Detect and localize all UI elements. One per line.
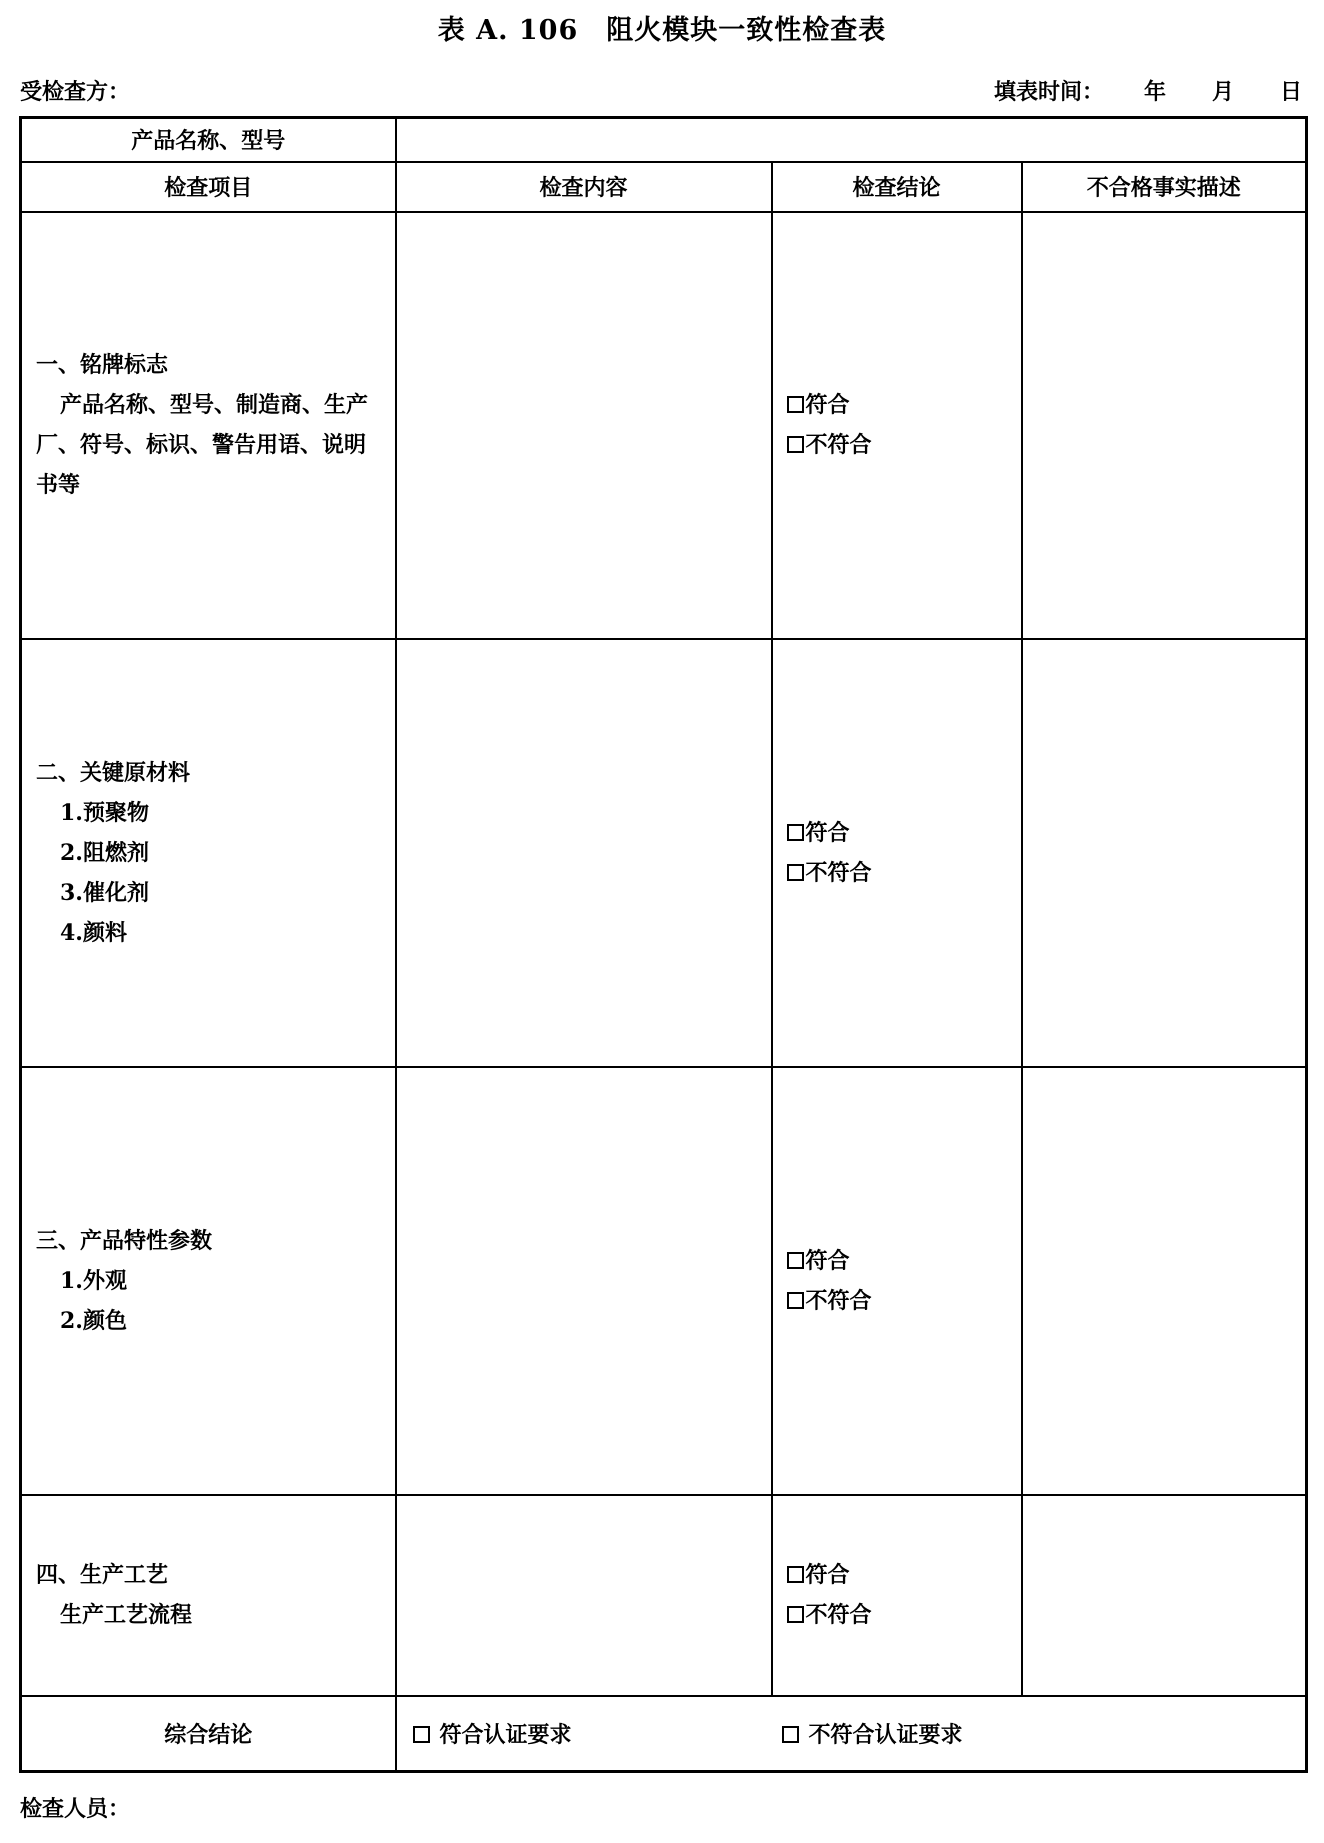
- conclusion-cell: [772, 212, 1022, 639]
- checkbox-icon[interactable]: [787, 436, 804, 453]
- conclusion-cell: [772, 639, 1022, 1067]
- header-conclusion: 检查结论: [772, 162, 1022, 212]
- checkbox-icon[interactable]: [787, 864, 804, 881]
- inspection-table: [19, 116, 1308, 1773]
- month-label: 月: [1211, 79, 1234, 105]
- item-materials: [21, 639, 396, 1067]
- option-label: 不符合: [805, 432, 872, 458]
- checkbox-icon[interactable]: [787, 824, 804, 841]
- document-title: [0, 8, 1324, 47]
- header-noncompliance: 不合格事实描述: [1022, 162, 1307, 212]
- noncompliance-cell[interactable]: [1022, 1495, 1307, 1696]
- option-label: 符合: [805, 1247, 850, 1274]
- table-row: [21, 1067, 1307, 1495]
- item-detail: 1.外观: [60, 1267, 127, 1294]
- item-process: [21, 1495, 396, 1696]
- option-label: 符合: [805, 392, 850, 418]
- header-row: [21, 162, 1307, 212]
- option-fail[interactable]: [787, 1595, 1021, 1635]
- option-fail[interactable]: [787, 425, 1021, 465]
- noncompliance-cell[interactable]: [1022, 639, 1307, 1067]
- item-heading: 四、生产工艺: [36, 1562, 169, 1588]
- item-heading: 一、铭牌标志: [36, 352, 169, 378]
- table-number: 表 A. 106: [437, 15, 579, 46]
- product-row: [21, 118, 1307, 162]
- conclusion-cell: [772, 1067, 1022, 1495]
- overall-pass-option[interactable]: [413, 1718, 572, 1749]
- checkbox-icon[interactable]: [787, 1292, 804, 1309]
- table-row: [21, 639, 1307, 1067]
- item-heading: 二、关键原材料: [36, 759, 191, 786]
- option-label: 不符合: [805, 859, 872, 886]
- item-detail: 2.颜色: [60, 1307, 127, 1334]
- checkbox-icon[interactable]: [787, 1252, 804, 1269]
- item-detail: 3.催化剂: [60, 879, 149, 906]
- fill-time-label: 填表时间：: [993, 79, 1104, 105]
- option-pass[interactable]: [787, 813, 1021, 853]
- option-label: 不符合: [805, 1602, 872, 1628]
- content-cell[interactable]: [396, 1495, 772, 1696]
- option-label: 不符合: [805, 1287, 872, 1314]
- overall-label: 综合结论: [21, 1696, 396, 1772]
- fill-time: [994, 75, 1302, 106]
- option-pass[interactable]: [787, 1555, 1021, 1595]
- option-fail[interactable]: [787, 1281, 1021, 1321]
- option-label: 符合: [805, 1562, 850, 1588]
- table-name: 阻火模块一致性检查表: [606, 15, 887, 46]
- noncompliance-cell[interactable]: [1022, 212, 1307, 639]
- option-pass[interactable]: [787, 1241, 1021, 1281]
- year-label: 年: [1143, 79, 1166, 105]
- checkbox-icon[interactable]: [787, 396, 804, 413]
- item-detail: 1.预聚物: [60, 799, 149, 826]
- item-detail: 2.阻燃剂: [60, 839, 149, 866]
- checkbox-icon[interactable]: [413, 1726, 430, 1743]
- overall-fail-label: 不符合认证要求: [808, 1721, 963, 1748]
- item-detail: 4.颜料: [60, 919, 127, 946]
- inspector-label: 检查人员：: [20, 1796, 131, 1822]
- header-item: 检查项目: [21, 162, 396, 212]
- content-cell[interactable]: [396, 212, 772, 639]
- checkbox-icon[interactable]: [787, 1566, 804, 1583]
- overall-fail-option[interactable]: [782, 1718, 963, 1749]
- item-detail: 产品名称、型号、制造商、生产厂、符号、标识、警告用语、说明书等: [36, 392, 369, 498]
- item-heading: 三、产品特性参数: [36, 1227, 213, 1254]
- overall-options: [396, 1696, 1307, 1772]
- item-detail: 生产工艺流程: [60, 1602, 193, 1628]
- checkbox-icon[interactable]: [787, 1606, 804, 1623]
- conclusion-cell: [772, 1495, 1022, 1696]
- noncompliance-cell[interactable]: [1022, 1067, 1307, 1495]
- header-content: 检查内容: [396, 162, 772, 212]
- item-nameplate: [21, 212, 396, 639]
- product-label: 产品名称、型号: [21, 118, 396, 162]
- product-value[interactable]: [396, 118, 1307, 162]
- inspected-party-label: 受检查方：: [20, 79, 131, 105]
- checkbox-icon[interactable]: [782, 1726, 799, 1743]
- option-fail[interactable]: [787, 853, 1021, 893]
- overall-row: [21, 1696, 1307, 1772]
- item-parameters: [21, 1067, 396, 1495]
- option-pass[interactable]: [787, 385, 1021, 425]
- content-cell[interactable]: [396, 639, 772, 1067]
- content-cell[interactable]: [396, 1067, 772, 1495]
- table-row: [21, 212, 1307, 639]
- option-label: 符合: [805, 819, 850, 846]
- day-label: 日: [1279, 79, 1302, 105]
- table-row: [21, 1495, 1307, 1696]
- overall-pass-label: 符合认证要求: [439, 1721, 572, 1748]
